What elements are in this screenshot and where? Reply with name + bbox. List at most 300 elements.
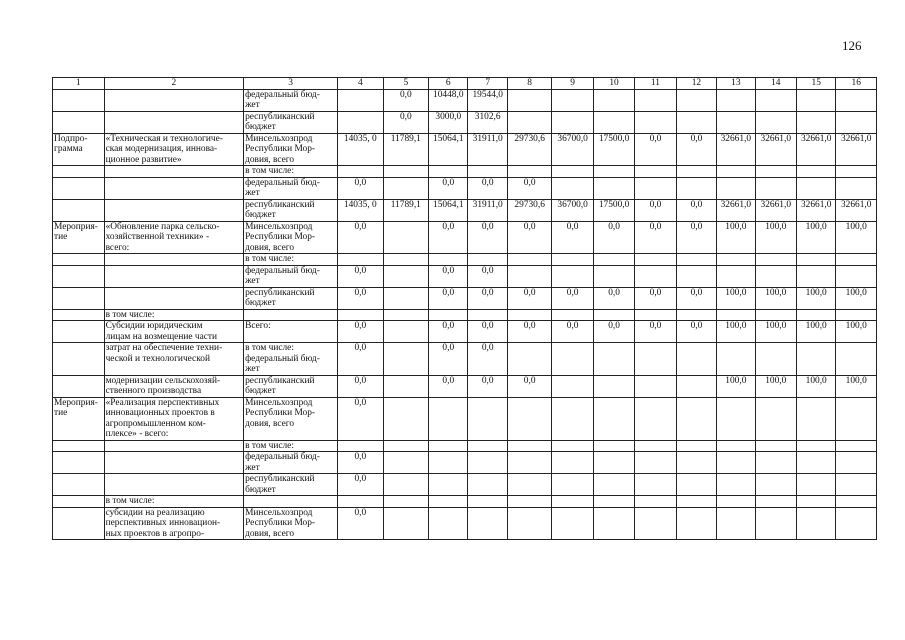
- amount-cell: 0,0: [507, 375, 551, 397]
- amount-cell: 0,0: [338, 321, 383, 343]
- amount-cell: 0,0: [552, 287, 593, 309]
- amount-cell: 100,0: [836, 221, 877, 254]
- funding-source-cell: республиканский бюджет: [244, 111, 338, 133]
- amount-cell: [717, 111, 755, 133]
- amount-cell: 0,0: [338, 287, 383, 309]
- amount-cell: [836, 111, 877, 133]
- amount-cell: 0,0: [429, 265, 468, 287]
- amount-cell: 17500,0: [593, 133, 634, 166]
- amount-cell: [338, 440, 383, 452]
- amount-cell: [796, 177, 835, 199]
- amount-cell: 0,0: [468, 375, 507, 397]
- amount-cell: [755, 177, 796, 199]
- amount-cell: 0,0: [429, 343, 468, 376]
- funding-source-cell: республиканский бюджет: [244, 474, 338, 496]
- row-type-cell: [53, 199, 105, 221]
- amount-cell: [593, 375, 634, 397]
- amount-cell: [552, 452, 593, 474]
- amount-cell: [717, 343, 755, 376]
- column-number-header: 2: [104, 78, 244, 90]
- amount-cell: [796, 343, 835, 376]
- column-number-header: 14: [755, 78, 796, 90]
- amount-cell: [552, 89, 593, 111]
- amount-cell: 0,0: [552, 321, 593, 343]
- amount-cell: [635, 496, 676, 508]
- amount-cell: 0,0: [676, 199, 716, 221]
- amount-cell: [507, 89, 551, 111]
- item-name-cell: [104, 89, 244, 111]
- amount-cell: [429, 440, 468, 452]
- amount-cell: 0,0: [507, 221, 551, 254]
- amount-cell: [593, 496, 634, 508]
- amount-cell: [836, 254, 877, 266]
- amount-cell: [383, 265, 428, 287]
- table-row: [53, 287, 877, 309]
- amount-cell: 0,0: [338, 397, 383, 440]
- column-number-header: 10: [593, 78, 634, 90]
- amount-cell: [507, 265, 551, 287]
- amount-cell: 32661,0: [836, 199, 877, 221]
- item-name-cell: [104, 199, 244, 221]
- table-row: [53, 440, 877, 452]
- funding-source-cell: федеральный бюд- жет: [244, 265, 338, 287]
- column-number-header: 8: [507, 78, 551, 90]
- amount-cell: [468, 507, 507, 540]
- amount-cell: 0,0: [468, 321, 507, 343]
- amount-cell: [717, 309, 755, 321]
- amount-cell: 32661,0: [755, 199, 796, 221]
- amount-cell: [676, 397, 716, 440]
- amount-cell: [755, 343, 796, 376]
- item-name-cell: в том числе:: [104, 496, 244, 508]
- amount-cell: [338, 166, 383, 178]
- funding-source-cell: республиканский бюджет: [244, 375, 338, 397]
- amount-cell: [593, 343, 634, 376]
- amount-cell: [717, 440, 755, 452]
- amount-cell: [676, 309, 716, 321]
- amount-cell: [552, 507, 593, 540]
- amount-cell: [593, 89, 634, 111]
- amount-cell: [593, 309, 634, 321]
- table-row: [53, 375, 877, 397]
- amount-cell: [552, 166, 593, 178]
- amount-cell: [552, 397, 593, 440]
- amount-cell: [635, 166, 676, 178]
- item-name-cell: [104, 287, 244, 309]
- amount-cell: 0,0: [338, 474, 383, 496]
- amount-cell: 0,0: [676, 287, 716, 309]
- amount-cell: [836, 474, 877, 496]
- amount-cell: [717, 496, 755, 508]
- funding-source-cell: республиканский бюджет: [244, 287, 338, 309]
- amount-cell: 0,0: [338, 265, 383, 287]
- amount-cell: [383, 254, 428, 266]
- amount-cell: 100,0: [796, 221, 835, 254]
- amount-cell: [383, 397, 428, 440]
- amount-cell: [552, 474, 593, 496]
- amount-cell: 0,0: [429, 221, 468, 254]
- item-name-cell: Субсидии юридическим лицам на возмещение части: [104, 321, 244, 343]
- table-row: [53, 321, 877, 343]
- amount-cell: [383, 496, 428, 508]
- funding-source-cell: федеральный бюд- жет: [244, 452, 338, 474]
- amount-cell: [796, 254, 835, 266]
- row-type-cell: [53, 375, 105, 397]
- column-number-header: 1: [53, 78, 105, 90]
- amount-cell: [796, 89, 835, 111]
- item-name-cell: [104, 254, 244, 266]
- amount-cell: [468, 309, 507, 321]
- amount-cell: [676, 452, 716, 474]
- amount-cell: [717, 397, 755, 440]
- amount-cell: [635, 111, 676, 133]
- table-row: [53, 265, 877, 287]
- item-name-cell: субсидии на реализацию перспективных инновацион- ных проектов в агропро-: [104, 507, 244, 540]
- amount-cell: [755, 440, 796, 452]
- table-row: [53, 89, 877, 111]
- item-name-cell: [104, 111, 244, 133]
- amount-cell: 100,0: [755, 321, 796, 343]
- funding-source-cell: республиканский бюджет: [244, 199, 338, 221]
- amount-cell: 100,0: [836, 375, 877, 397]
- table-row: [53, 254, 877, 266]
- amount-cell: [383, 474, 428, 496]
- amount-cell: 100,0: [796, 321, 835, 343]
- funding-source-cell: федеральный бюд- жет: [244, 177, 338, 199]
- amount-cell: [635, 265, 676, 287]
- amount-cell: 29730,6: [507, 133, 551, 166]
- amount-cell: 0,0: [507, 177, 551, 199]
- amount-cell: 31911,0: [468, 199, 507, 221]
- amount-cell: [717, 254, 755, 266]
- amount-cell: 0,0: [635, 287, 676, 309]
- amount-cell: 0,0: [429, 321, 468, 343]
- funding-source-cell: федеральный бюд- жет: [244, 89, 338, 111]
- amount-cell: [676, 166, 716, 178]
- row-type-cell: [53, 254, 105, 266]
- amount-cell: [635, 452, 676, 474]
- amount-cell: [836, 177, 877, 199]
- amount-cell: [836, 166, 877, 178]
- amount-cell: 0,0: [338, 375, 383, 397]
- amount-cell: [468, 452, 507, 474]
- amount-cell: [552, 177, 593, 199]
- amount-cell: [836, 397, 877, 440]
- amount-cell: [593, 166, 634, 178]
- amount-cell: 100,0: [755, 221, 796, 254]
- amount-cell: [507, 474, 551, 496]
- amount-cell: 32661,0: [796, 133, 835, 166]
- column-number-header: 13: [717, 78, 755, 90]
- amount-cell: [755, 474, 796, 496]
- amount-cell: [676, 254, 716, 266]
- amount-cell: [755, 166, 796, 178]
- amount-cell: 29730,6: [507, 199, 551, 221]
- amount-cell: 17500,0: [593, 199, 634, 221]
- amount-cell: [755, 496, 796, 508]
- amount-cell: [593, 177, 634, 199]
- amount-cell: [755, 309, 796, 321]
- amount-cell: 100,0: [836, 321, 877, 343]
- row-type-cell: [53, 440, 105, 452]
- funding-source-cell: в том числе:: [244, 166, 338, 178]
- amount-cell: [507, 440, 551, 452]
- amount-cell: [383, 309, 428, 321]
- amount-cell: [836, 265, 877, 287]
- row-type-cell: [53, 343, 105, 376]
- amount-cell: [635, 254, 676, 266]
- funding-source-cell: [244, 309, 338, 321]
- amount-cell: 11789,1: [383, 199, 428, 221]
- amount-cell: [338, 254, 383, 266]
- amount-cell: [635, 397, 676, 440]
- amount-cell: [552, 496, 593, 508]
- amount-cell: [468, 496, 507, 508]
- row-type-cell: [53, 166, 105, 178]
- amount-cell: 0,0: [507, 321, 551, 343]
- table-row: [53, 199, 877, 221]
- amount-cell: [507, 309, 551, 321]
- amount-cell: [717, 474, 755, 496]
- amount-cell: [383, 166, 428, 178]
- table-header-row: [53, 78, 877, 90]
- amount-cell: [429, 496, 468, 508]
- amount-cell: [635, 309, 676, 321]
- row-type-cell: [53, 321, 105, 343]
- amount-cell: [507, 507, 551, 540]
- amount-cell: [593, 265, 634, 287]
- amount-cell: 0,0: [338, 452, 383, 474]
- amount-cell: 31911,0: [468, 133, 507, 166]
- funding-source-cell: в том числе: федеральный бюд- жет: [244, 343, 338, 376]
- amount-cell: 0,0: [429, 287, 468, 309]
- amount-cell: [552, 254, 593, 266]
- amount-cell: [429, 166, 468, 178]
- amount-cell: [635, 440, 676, 452]
- item-name-cell: модернизации сельскохозяй- ственного производства: [104, 375, 244, 397]
- table-row: [53, 111, 877, 133]
- amount-cell: [717, 89, 755, 111]
- amount-cell: [383, 452, 428, 474]
- amount-cell: [338, 111, 383, 133]
- row-type-cell: [53, 507, 105, 540]
- funding-source-cell: [244, 496, 338, 508]
- row-type-cell: [53, 177, 105, 199]
- amount-cell: 0,0: [338, 177, 383, 199]
- table-row: [53, 452, 877, 474]
- amount-cell: [429, 397, 468, 440]
- amount-cell: [755, 111, 796, 133]
- amount-cell: [796, 496, 835, 508]
- amount-cell: [593, 254, 634, 266]
- item-name-cell: затрат на обеспечение техни- ческой и технологической: [104, 343, 244, 376]
- amount-cell: 0,0: [635, 321, 676, 343]
- funding-source-cell: Минсельхозпрод Республики Мор- довия, всего: [244, 507, 338, 540]
- amount-cell: 0,0: [429, 375, 468, 397]
- amount-cell: [796, 474, 835, 496]
- amount-cell: [755, 507, 796, 540]
- amount-cell: [717, 265, 755, 287]
- amount-cell: [755, 452, 796, 474]
- amount-cell: [676, 375, 716, 397]
- amount-cell: [429, 507, 468, 540]
- amount-cell: [836, 343, 877, 376]
- amount-cell: 3000,0: [429, 111, 468, 133]
- amount-cell: [796, 440, 835, 452]
- amount-cell: [796, 166, 835, 178]
- amount-cell: [552, 265, 593, 287]
- column-number-header: 11: [635, 78, 676, 90]
- amount-cell: 32661,0: [717, 199, 755, 221]
- amount-cell: 0,0: [552, 221, 593, 254]
- amount-cell: 0,0: [676, 221, 716, 254]
- table-row: [53, 474, 877, 496]
- amount-cell: [635, 375, 676, 397]
- amount-cell: 0,0: [338, 507, 383, 540]
- amount-cell: [676, 89, 716, 111]
- page-number: 126: [842, 38, 862, 53]
- amount-cell: 100,0: [717, 321, 755, 343]
- amount-cell: 100,0: [836, 287, 877, 309]
- amount-cell: [717, 166, 755, 178]
- table-row: [53, 343, 877, 376]
- amount-cell: 0,0: [468, 177, 507, 199]
- amount-cell: [552, 440, 593, 452]
- row-type-cell: [53, 89, 105, 111]
- amount-cell: 0,0: [635, 133, 676, 166]
- amount-cell: [383, 507, 428, 540]
- amount-cell: [552, 375, 593, 397]
- amount-cell: 11789,1: [383, 133, 428, 166]
- amount-cell: [429, 474, 468, 496]
- amount-cell: [676, 265, 716, 287]
- amount-cell: [676, 111, 716, 133]
- item-name-cell: [104, 177, 244, 199]
- amount-cell: [635, 89, 676, 111]
- amount-cell: [507, 397, 551, 440]
- amount-cell: [507, 254, 551, 266]
- amount-cell: [796, 397, 835, 440]
- amount-cell: 100,0: [717, 221, 755, 254]
- amount-cell: [676, 507, 716, 540]
- amount-cell: [383, 177, 428, 199]
- row-type-cell: [53, 474, 105, 496]
- item-name-cell: [104, 166, 244, 178]
- amount-cell: [635, 474, 676, 496]
- amount-cell: 0,0: [593, 287, 634, 309]
- amount-cell: [755, 254, 796, 266]
- amount-cell: 0,0: [468, 287, 507, 309]
- column-number-header: 16: [836, 78, 877, 90]
- amount-cell: 0,0: [383, 89, 428, 111]
- amount-cell: [836, 309, 877, 321]
- amount-cell: [755, 89, 796, 111]
- amount-cell: [468, 474, 507, 496]
- amount-cell: [552, 343, 593, 376]
- item-name-cell: [104, 440, 244, 452]
- amount-cell: 0,0: [676, 133, 716, 166]
- amount-cell: [836, 496, 877, 508]
- amount-cell: 0,0: [468, 221, 507, 254]
- amount-cell: [836, 440, 877, 452]
- column-number-header: 9: [552, 78, 593, 90]
- amount-cell: [717, 452, 755, 474]
- amount-cell: [468, 254, 507, 266]
- column-number-header: 15: [796, 78, 835, 90]
- amount-cell: [635, 177, 676, 199]
- amount-cell: [507, 166, 551, 178]
- amount-cell: [796, 111, 835, 133]
- amount-cell: 0,0: [593, 221, 634, 254]
- amount-cell: [468, 166, 507, 178]
- amount-cell: 15064,1: [429, 199, 468, 221]
- item-name-cell: в том числе:: [104, 309, 244, 321]
- amount-cell: 0,0: [468, 265, 507, 287]
- amount-cell: [836, 507, 877, 540]
- column-number-header: 7: [468, 78, 507, 90]
- table-row: [53, 397, 877, 440]
- amount-cell: [796, 507, 835, 540]
- amount-cell: [836, 89, 877, 111]
- amount-cell: 0,0: [635, 221, 676, 254]
- amount-cell: [635, 507, 676, 540]
- amount-cell: 32661,0: [717, 133, 755, 166]
- table-row: [53, 177, 877, 199]
- amount-cell: [552, 309, 593, 321]
- amount-cell: 100,0: [717, 375, 755, 397]
- amount-cell: [676, 474, 716, 496]
- amount-cell: [676, 343, 716, 376]
- amount-cell: [507, 496, 551, 508]
- amount-cell: [468, 397, 507, 440]
- row-type-cell: [53, 287, 105, 309]
- amount-cell: [468, 440, 507, 452]
- amount-cell: 32661,0: [796, 199, 835, 221]
- amount-cell: 0,0: [593, 321, 634, 343]
- column-number-header: 6: [429, 78, 468, 90]
- row-type-cell: [53, 111, 105, 133]
- item-name-cell: «Реализация перспективных инновационных проектов в агропромышленном ком- плексе» - всего:: [104, 397, 244, 440]
- item-name-cell: «Техническая и технологиче- ская модернизация, иннова- ционное развитие»: [104, 133, 244, 166]
- amount-cell: [429, 309, 468, 321]
- amount-cell: 19544,0: [468, 89, 507, 111]
- amount-cell: [383, 343, 428, 376]
- amount-cell: 100,0: [717, 287, 755, 309]
- table-row: [53, 309, 877, 321]
- amount-cell: [429, 452, 468, 474]
- table-row: [53, 133, 877, 166]
- amount-cell: 3102,6: [468, 111, 507, 133]
- amount-cell: [717, 507, 755, 540]
- amount-cell: [507, 452, 551, 474]
- amount-cell: [635, 343, 676, 376]
- funding-source-cell: Минсельхозпрод Республики Мор- довия, всего: [244, 397, 338, 440]
- amount-cell: 15064,1: [429, 133, 468, 166]
- amount-cell: [383, 440, 428, 452]
- amount-cell: [552, 111, 593, 133]
- amount-cell: 0,0: [383, 111, 428, 133]
- amount-cell: [383, 375, 428, 397]
- amount-cell: [676, 496, 716, 508]
- funding-source-cell: Всего:: [244, 321, 338, 343]
- amount-cell: 100,0: [796, 375, 835, 397]
- amount-cell: [676, 440, 716, 452]
- row-type-cell: Мероприя- тие: [53, 397, 105, 440]
- row-type-cell: [53, 265, 105, 287]
- amount-cell: [383, 287, 428, 309]
- amount-cell: [796, 265, 835, 287]
- amount-cell: 10448,0: [429, 89, 468, 111]
